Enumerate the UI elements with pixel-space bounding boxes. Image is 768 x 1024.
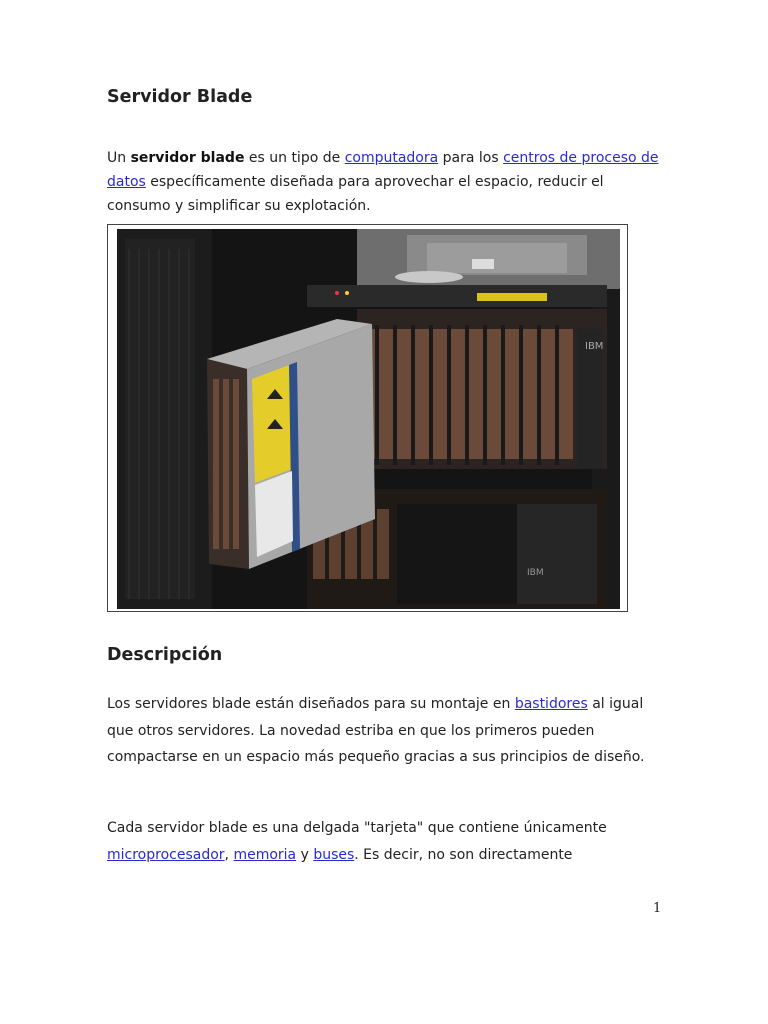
description-paragraph-1 [107,691,662,771]
link-memoria[interactable]: memoria [233,846,297,863]
para3-text-4: . Es decir, no son directamente [354,846,573,863]
link-centros-de-proceso-de-datos-2[interactable]: datos [107,174,146,190]
page-title: Servidor Blade [107,87,253,107]
blade-server-image [117,229,620,609]
para2-text-2: al igual que otros servidores. La novedad estriba en que los primeros pueden compactarse en un espacio más pequeño gracias a sus principios de diseño. [107,696,645,765]
page-number: 1 [653,901,662,916]
intro-text-1: Un [107,150,131,166]
para3-text-1: Cada servidor blade es una delgada "tarjeta" que contiene únicamente [107,820,607,836]
intro-text-3: para los [438,150,504,166]
para3-text-3: y [296,846,314,863]
section-heading-descripcion: Descripción [107,645,223,665]
intro-text-4: específicamente diseñada para aprovechar el espacio, reducir el consumo y simplificar su explotación. [107,174,604,214]
link-centros-de-proceso-de-datos[interactable]: centros de proceso de [503,150,659,166]
description-paragraph-2 [107,815,662,868]
link-computadora[interactable]: computadora [344,150,439,166]
para2-text-1: Los servidores blade están diseñados para su montaje en [107,696,515,712]
ibm-logo-upper: IBM [585,341,604,352]
para3-text-2: , [224,846,234,863]
link-microprocesador[interactable]: microprocesador [107,846,225,863]
ibm-logo-lower: IBM [527,568,544,578]
intro-bold-term: servidor blade [130,150,245,166]
intro-paragraph [107,146,662,218]
link-bastidores[interactable]: bastidores [514,696,588,712]
link-buses[interactable]: buses [313,846,355,863]
blade-server-photo [107,224,628,612]
intro-text-2: es un tipo de [244,150,345,166]
